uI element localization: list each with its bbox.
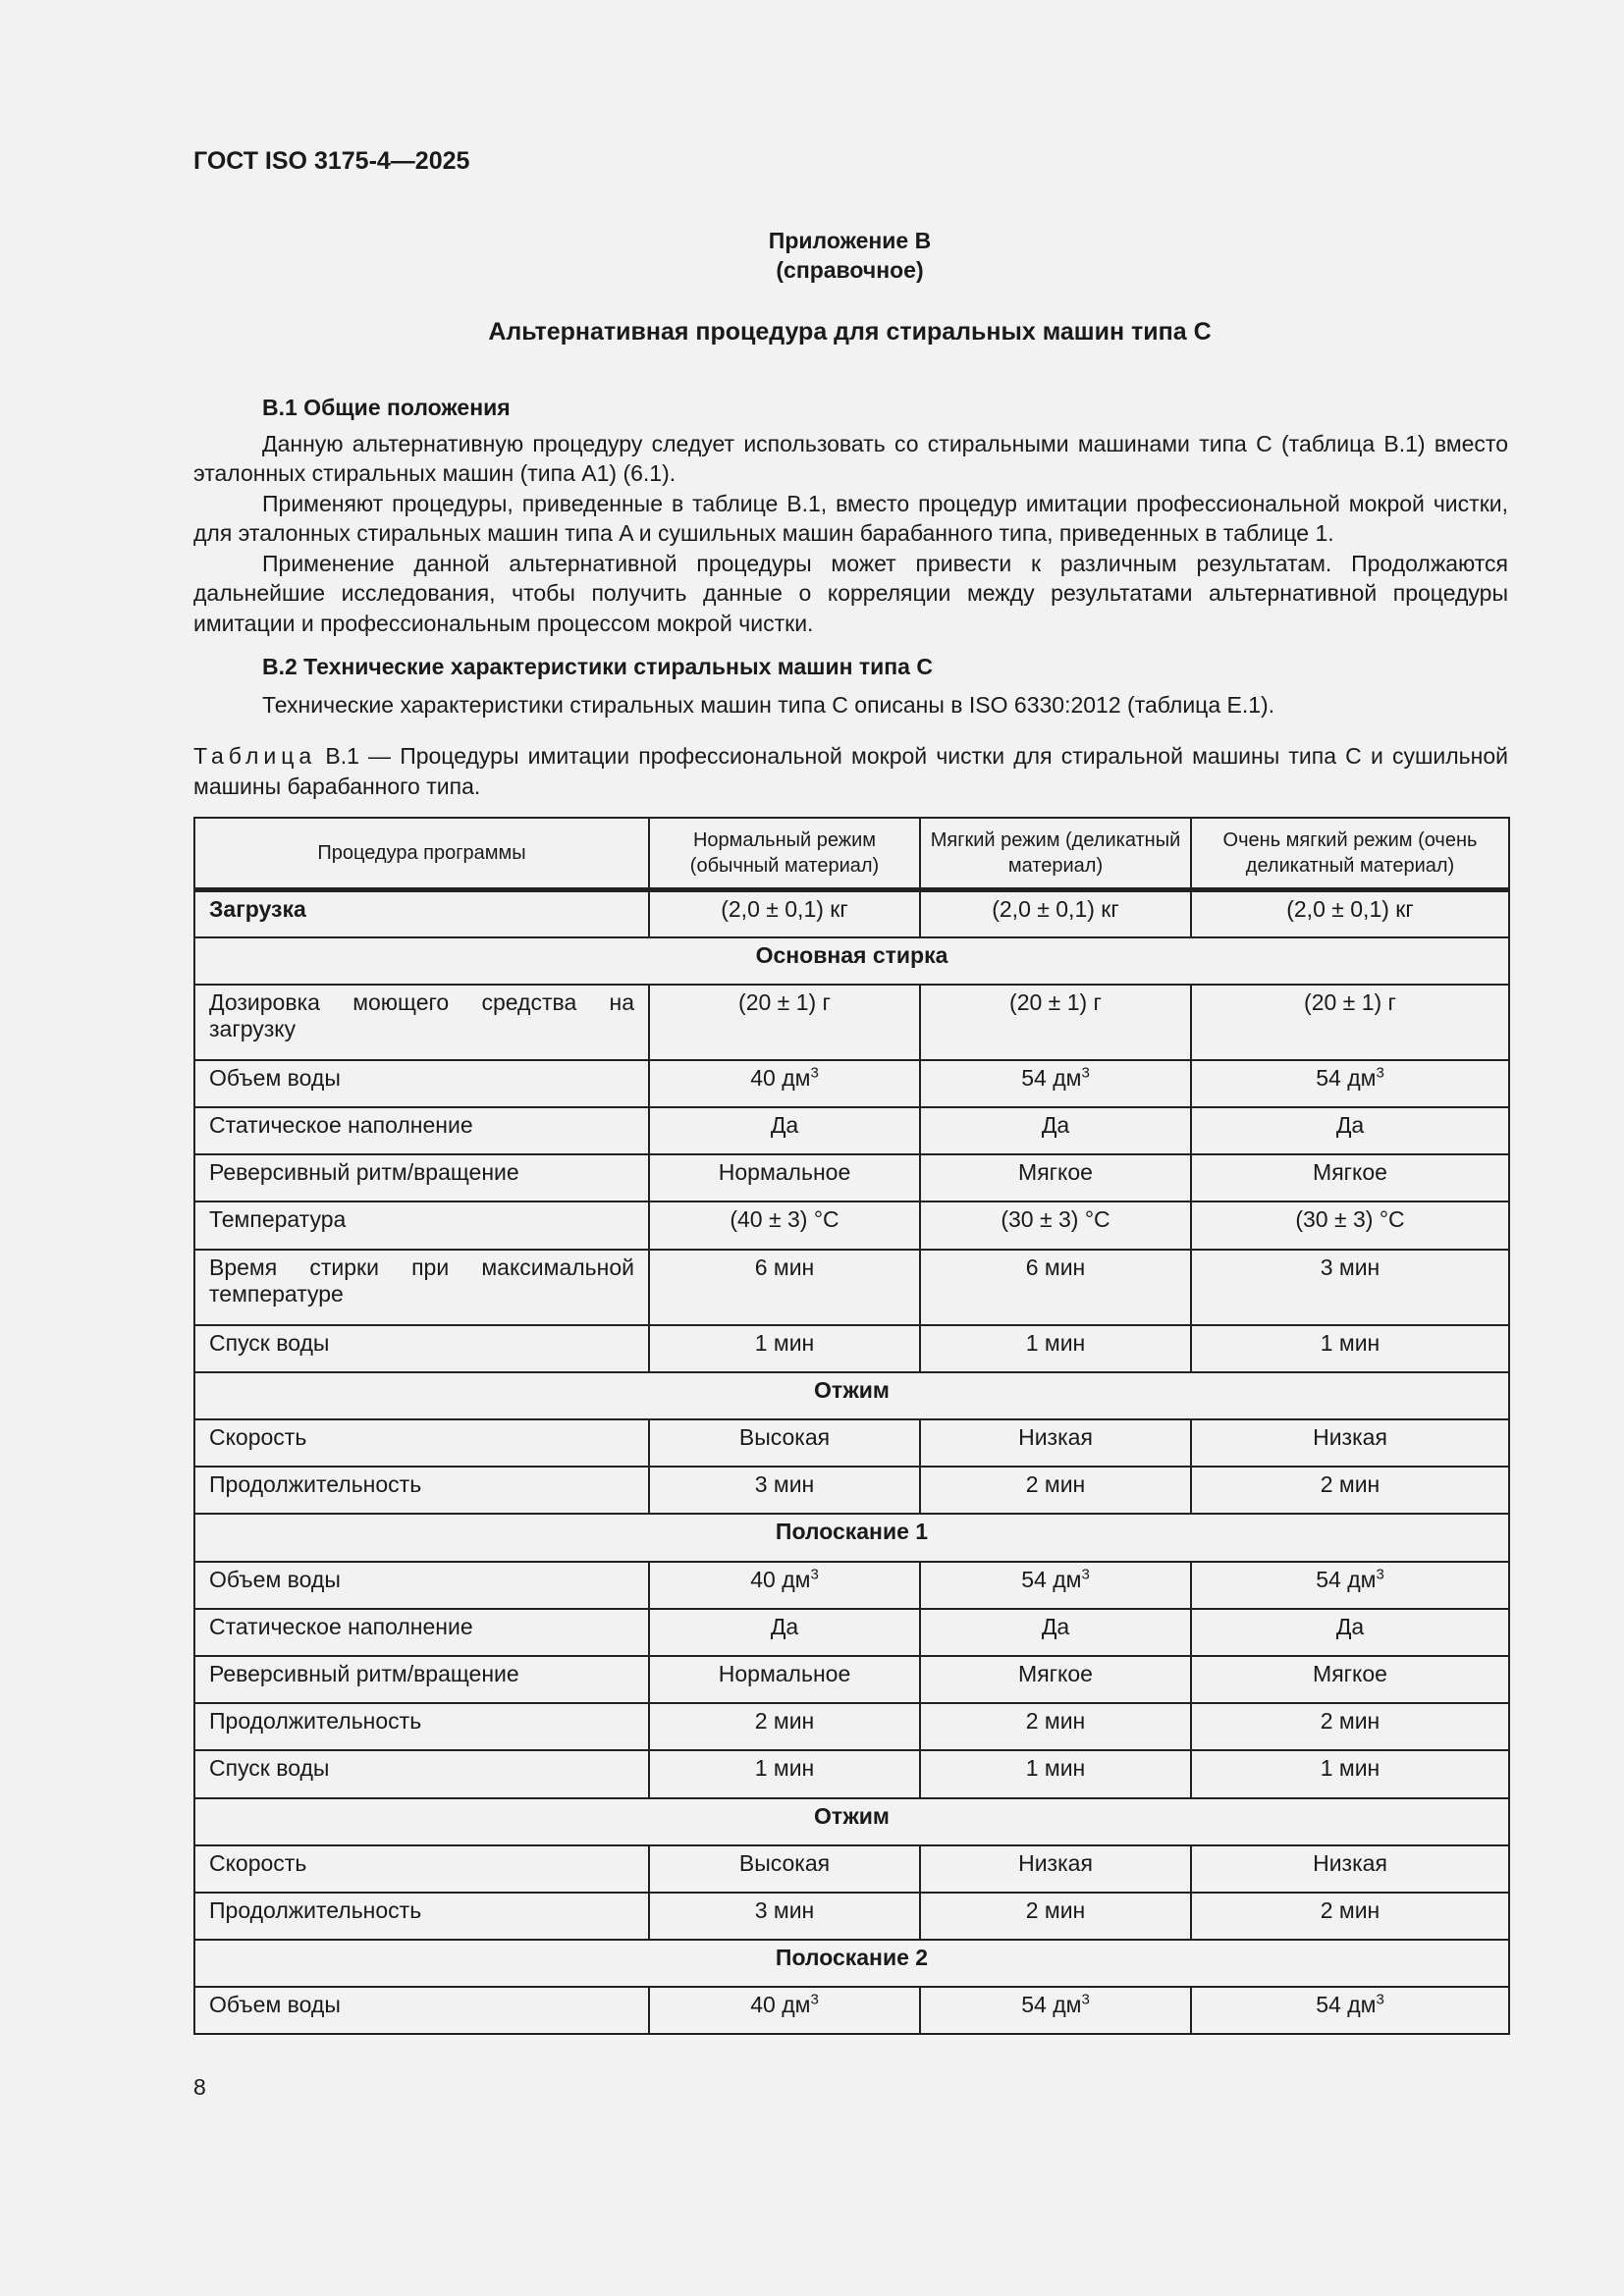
cell-value xyxy=(1191,1750,1509,1797)
table-row xyxy=(194,1845,1509,1893)
row-label: Время стирки при максимальной температуре xyxy=(194,1250,649,1325)
cell-value xyxy=(649,1060,920,1107)
paragraph: Данную альтернативную процедуру следует использовать со стиральными машинами типа C (таблица B.1) вместо эталонных стиральных машин (типа A1) (6.1). xyxy=(193,430,1508,486)
unit-exponent: 3 xyxy=(810,1991,819,2008)
cell-value: (2,0 ± 0,1) кг xyxy=(649,890,920,937)
table-row xyxy=(194,1325,1509,1372)
cell-text: Мягкое xyxy=(1018,1660,1093,1686)
table-row xyxy=(194,1750,1509,1797)
column-header: Очень мягкий режим (очень деликатный материал) xyxy=(1191,818,1509,890)
section-b1-title: B.1 Общие положения xyxy=(262,395,511,420)
cell-text: 54 дм xyxy=(1021,1064,1082,1091)
table-row xyxy=(194,1703,1509,1750)
document-id: ГОСТ ISO 3175-4—2025 xyxy=(193,147,470,175)
cell-text: 3 мин xyxy=(754,1896,815,1923)
paragraph: Применение данной альтернативной процедуры может привести к различным результатам. Продолжаются дальнейшие исследования, чтобы получить данные о корреляции между результатами альтернативной процедуры имитации и профессиональным процессом мокрой чистки. xyxy=(193,550,1508,636)
section-title: Основная стирка xyxy=(194,937,1509,985)
cell-text: Да xyxy=(1335,1112,1365,1139)
section-row xyxy=(194,937,1509,985)
row-label: Скорость xyxy=(194,1845,649,1893)
table-row xyxy=(194,1467,1509,1514)
cell-value xyxy=(1191,1893,1509,1940)
cell-text: 1 мин xyxy=(754,1329,815,1356)
row-label: Скорость xyxy=(194,1419,649,1467)
cell-text: (20 ± 1) г xyxy=(1304,988,1396,1015)
cell-text: 2 мин xyxy=(1320,1896,1380,1923)
table-caption-word: Таблица xyxy=(193,743,317,769)
cell-value xyxy=(920,1325,1191,1372)
row-label: Реверсивный ритм/вращение xyxy=(194,1656,649,1703)
table-caption-text: B.1 — Процедуры имитации профессиональной мокрой чистки для стиральной машины типа C и сушильной машины барабанного типа. xyxy=(193,743,1508,799)
cell-text: Низкая xyxy=(1018,1849,1093,1876)
column-header: Мягкий режим (деликатный материал) xyxy=(920,818,1191,890)
cell-text: 2 мин xyxy=(1025,1708,1086,1735)
cell-value xyxy=(1191,1250,1509,1325)
table-row xyxy=(194,1609,1509,1656)
row-label: Продолжительность xyxy=(194,1703,649,1750)
section-row xyxy=(194,1514,1509,1561)
cell-value xyxy=(1191,985,1509,1060)
cell-text: Высокая xyxy=(738,1849,831,1876)
row-label: Статическое наполнение xyxy=(194,1609,649,1656)
cell-text: Да xyxy=(1041,1613,1070,1639)
cell-text: 2 мин xyxy=(1025,1896,1086,1923)
column-header: Процедура программы xyxy=(194,818,649,890)
cell-value xyxy=(649,1325,920,1372)
row-label: Дозировка моющего средства на загрузку xyxy=(194,985,649,1060)
cell-text: 1 мин xyxy=(754,1755,815,1782)
cell-text: 2 мин xyxy=(754,1708,815,1735)
cell-value xyxy=(1191,1656,1509,1703)
table-row xyxy=(194,985,1509,1060)
row-label: Загрузка xyxy=(194,890,649,937)
cell-value xyxy=(920,1419,1191,1467)
cell-text: 40 дм xyxy=(750,1566,811,1592)
cell-text: 54 дм xyxy=(1316,1566,1377,1592)
table-row xyxy=(194,1154,1509,1201)
cell-value xyxy=(1191,1325,1509,1372)
cell-text: 54 дм xyxy=(1316,1992,1377,2018)
cell-value xyxy=(649,1987,920,2034)
cell-text: (20 ± 1) г xyxy=(1009,988,1102,1015)
cell-value xyxy=(920,1562,1191,1609)
cell-text: (20 ± 1) г xyxy=(738,988,831,1015)
table-row xyxy=(194,1562,1509,1609)
cell-value xyxy=(920,1154,1191,1201)
unit-exponent: 3 xyxy=(1081,1991,1090,2008)
cell-value xyxy=(649,1893,920,1940)
row-label: Статическое наполнение xyxy=(194,1107,649,1154)
row-label: Объем воды xyxy=(194,1060,649,1107)
cell-value xyxy=(920,1250,1191,1325)
cell-value xyxy=(920,1656,1191,1703)
cell-value xyxy=(649,1750,920,1797)
cell-value xyxy=(920,1987,1191,2034)
annex-title: Приложение B xyxy=(768,228,932,253)
cell-text: Да xyxy=(1335,1613,1365,1639)
cell-value xyxy=(1191,1154,1509,1201)
table-header-row xyxy=(194,818,1509,890)
cell-text: Низкая xyxy=(1313,1424,1387,1450)
section-row xyxy=(194,1940,1509,1987)
page-number: 8 xyxy=(193,2074,206,2100)
table-caption xyxy=(193,741,1508,801)
unit-exponent: 3 xyxy=(1081,1064,1090,1082)
cell-value xyxy=(649,985,920,1060)
cell-text: 6 мин xyxy=(754,1254,815,1280)
body-text xyxy=(193,393,1508,801)
cell-value: (2,0 ± 0,1) кг xyxy=(920,890,1191,937)
cell-value xyxy=(920,1201,1191,1249)
cell-text: Мягкое xyxy=(1018,1159,1093,1186)
table-row xyxy=(194,1419,1509,1467)
cell-value xyxy=(920,1845,1191,1893)
cell-text: 2 мин xyxy=(1320,1471,1380,1498)
cell-text: Мягкое xyxy=(1313,1159,1387,1186)
table-row xyxy=(194,1656,1509,1703)
cell-value xyxy=(649,1656,920,1703)
procedures-table xyxy=(193,817,1510,2035)
cell-value xyxy=(920,1703,1191,1750)
unit-exponent: 3 xyxy=(1376,1991,1384,2008)
cell-value xyxy=(649,1845,920,1893)
table-row xyxy=(194,1060,1509,1107)
row-label: Реверсивный ритм/вращение xyxy=(194,1154,649,1201)
cell-value xyxy=(920,1609,1191,1656)
cell-value xyxy=(920,985,1191,1060)
row-label: Спуск воды xyxy=(194,1750,649,1797)
cell-text: 1 мин xyxy=(1320,1755,1380,1782)
cell-text: 6 мин xyxy=(1025,1254,1086,1280)
cell-value xyxy=(920,1107,1191,1154)
cell-text: 1 мин xyxy=(1320,1329,1380,1356)
cell-text: (40 ± 3) °C xyxy=(730,1206,839,1233)
unit-exponent: 3 xyxy=(1376,1565,1384,1582)
cell-text: Низкая xyxy=(1018,1424,1093,1450)
cell-value: (2,0 ± 0,1) кг xyxy=(1191,890,1509,937)
cell-text: Нормальное xyxy=(718,1660,851,1686)
section-title: Полоскание 2 xyxy=(194,1940,1509,1987)
cell-text: Мягкое xyxy=(1313,1660,1387,1686)
cell-text: 2 мин xyxy=(1025,1471,1086,1498)
annex-header xyxy=(0,226,1624,285)
cell-value xyxy=(1191,1201,1509,1249)
paragraph: Технические характеристики стиральных машин типа C описаны в ISO 6330:2012 (таблица E.1). xyxy=(262,691,1275,718)
cell-value xyxy=(1191,1609,1509,1656)
row-label: Температура xyxy=(194,1201,649,1249)
cell-value xyxy=(1191,1987,1509,2034)
cell-text: 40 дм xyxy=(750,1064,811,1091)
unit-exponent: 3 xyxy=(810,1565,819,1582)
cell-value xyxy=(649,1562,920,1609)
cell-value xyxy=(649,1107,920,1154)
cell-value xyxy=(1191,1107,1509,1154)
unit-exponent: 3 xyxy=(810,1064,819,1082)
unit-exponent: 3 xyxy=(1376,1064,1384,1082)
cell-value xyxy=(1191,1845,1509,1893)
cell-text: Нормальное xyxy=(718,1159,851,1186)
cell-value xyxy=(649,1419,920,1467)
unit-exponent: 3 xyxy=(1081,1565,1090,1582)
cell-value xyxy=(649,1467,920,1514)
cell-text: Высокая xyxy=(738,1424,831,1450)
cell-text: 1 мин xyxy=(1025,1755,1086,1782)
row-label: Продолжительность xyxy=(194,1893,649,1940)
cell-value xyxy=(920,1750,1191,1797)
section-title: Отжим xyxy=(194,1372,1509,1419)
section-row xyxy=(194,1798,1509,1845)
cell-text: (30 ± 3) °C xyxy=(1295,1206,1405,1233)
cell-text: (30 ± 3) °C xyxy=(1001,1206,1110,1233)
cell-text: 40 дм xyxy=(750,1992,811,2018)
section-title: Полоскание 1 xyxy=(194,1514,1509,1561)
section-b2-title: B.2 Технические характеристики стиральных машин типа C xyxy=(262,654,933,679)
cell-value xyxy=(1191,1703,1509,1750)
table-row xyxy=(194,1201,1509,1249)
paragraph: Применяют процедуры, приведенные в таблице B.1, вместо процедур имитации профессиональной мокрой чистки, для эталонных стиральных машин типа A и сушильных машин барабанного типа, приведенных в таблице 1. xyxy=(193,490,1508,546)
cell-text: Низкая xyxy=(1313,1849,1387,1876)
cell-text: 54 дм xyxy=(1021,1566,1082,1592)
cell-value xyxy=(649,1201,920,1249)
row-label: Спуск воды xyxy=(194,1325,649,1372)
cell-text: Да xyxy=(770,1613,799,1639)
cell-value xyxy=(1191,1562,1509,1609)
cell-value xyxy=(920,1893,1191,1940)
cell-value xyxy=(920,1060,1191,1107)
annex-kind: (справочное) xyxy=(776,257,924,283)
cell-value xyxy=(1191,1467,1509,1514)
cell-value xyxy=(649,1609,920,1656)
section-title: Отжим xyxy=(194,1798,1509,1845)
cell-value xyxy=(920,1467,1191,1514)
cell-value xyxy=(1191,1060,1509,1107)
table-row xyxy=(194,1893,1509,1940)
cell-text: 2 мин xyxy=(1320,1708,1380,1735)
section-row xyxy=(194,1372,1509,1419)
row-label: Объем воды xyxy=(194,1562,649,1609)
cell-text: 54 дм xyxy=(1316,1064,1377,1091)
cell-value xyxy=(649,1703,920,1750)
annex-heading: Альтернативная процедура для стиральных машин типа C xyxy=(488,318,1212,346)
cell-value xyxy=(649,1250,920,1325)
table-row xyxy=(194,890,1509,937)
cell-text: 3 мин xyxy=(1320,1254,1380,1280)
table-row xyxy=(194,1107,1509,1154)
cell-text: 54 дм xyxy=(1021,1992,1082,2018)
row-label: Объем воды xyxy=(194,1987,649,2034)
row-label: Продолжительность xyxy=(194,1467,649,1514)
cell-value xyxy=(1191,1419,1509,1467)
table-row xyxy=(194,1250,1509,1325)
cell-text: Да xyxy=(1041,1112,1070,1139)
column-header: Нормальный режим (обычный материал) xyxy=(649,818,920,890)
cell-text: 1 мин xyxy=(1025,1329,1086,1356)
cell-text: Да xyxy=(770,1112,799,1139)
cell-value xyxy=(649,1154,920,1201)
cell-text: 3 мин xyxy=(754,1471,815,1498)
table-row xyxy=(194,1987,1509,2034)
